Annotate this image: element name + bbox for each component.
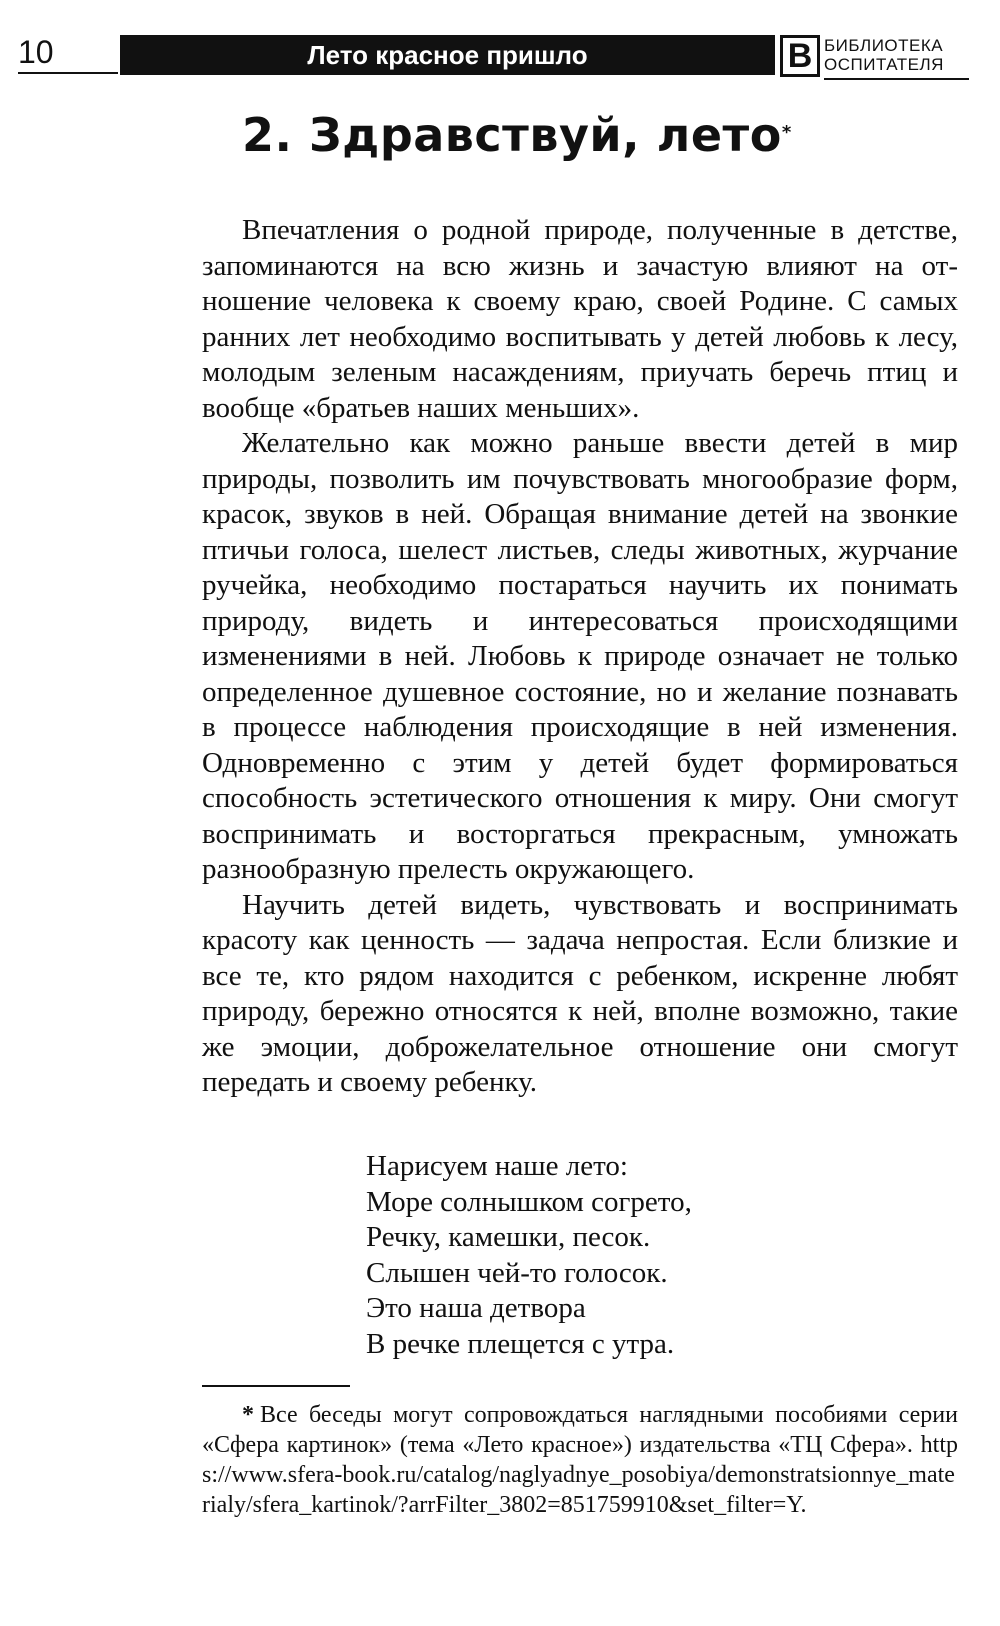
page-header	[0, 0, 1000, 90]
article-body	[202, 213, 958, 1101]
page-number-rule	[18, 72, 118, 74]
title-footnote-marker: *	[781, 122, 792, 143]
footnote-separator	[202, 1385, 350, 1387]
logo-letter: В	[780, 35, 820, 77]
poem-line: Это наша детвора	[366, 1292, 586, 1324]
poem-line: Море солнышком согрето,	[366, 1185, 692, 1218]
logo-underline	[824, 78, 969, 80]
series-logo	[780, 33, 980, 83]
paragraph: Научить детей видеть, чувствовать и воспринимать красоту как ценность — задача непростая. Если близкие и все те, кто рядом находится с ребенком, искренне любят природу, бережно относятся к ней, вполне возможно, такие же эмоции, доброжелательное отношение они смогут передать и своему ребенку.	[202, 888, 958, 1098]
chapter-title	[242, 105, 792, 165]
footnote-text: Все беседы могут сопровождаться наглядными пособиями серии «Сфера картинок» (тема «Лето красное») издательства «ТЦ Сфера». https://www.sfera-book.ru/catalog/naglyadnye_posobiya/demonstratsionnye_materialy/sfera_kartinok/?arrFilter_3802=851759910&set_filter=Y.	[202, 1402, 958, 1518]
page-number: 10	[18, 34, 54, 70]
footnote	[202, 1400, 958, 1520]
logo-line-2: ОСПИТАТЕЛЯ	[824, 55, 944, 74]
paragraph: Желательно как можно раньше ввести детей в мир природы, позволить им почувствовать многообразие форм, красок, звуков в ней. Обращая внимание детей на звонкие птичьи голоса, шелест листьев, следы животных, журчание ручейка, необходимо постараться научить их понимать природу, видеть и интересоваться происходящими изменениями в ней. Любовь к природе означает не только определенное душевное состояние, но и желание познавать в процессе наблюдения происходящие в ней изменения. Одновременно с этим у детей будет формироваться способность эстетического отношения к миру. Они смогут воспринимать и восторгаться прекрасным, умножать разнообразную прелесть окружающего.	[202, 427, 958, 885]
poem-line: Речку, камешки, песок.	[366, 1221, 651, 1253]
poem-line: Слышен чей-то голосок.	[366, 1256, 668, 1289]
poem	[366, 1149, 692, 1362]
logo-line-1: БИБЛИОТЕКА	[824, 36, 944, 55]
poem-line: В речке плещется с утра.	[366, 1327, 675, 1360]
footnote-marker: *	[242, 1402, 254, 1428]
running-title: Лето красное пришло	[120, 35, 775, 75]
poem-line: Нарисуем наше лето:	[366, 1150, 628, 1182]
chapter-title-text: 2. Здравствуй, лето	[242, 108, 782, 162]
paragraph: Впечатления о родной природе, полученные в детстве, запоминаются на всю жизнь и зачастую влияют на отношение человека к своему краю, своей Родине. С самых ранних лет необходимо воспитывать у детей любовь к лесу, молодым зеленым насаждениям, приучать беречь птиц и вообще «братьев наших меньших».	[202, 214, 958, 424]
